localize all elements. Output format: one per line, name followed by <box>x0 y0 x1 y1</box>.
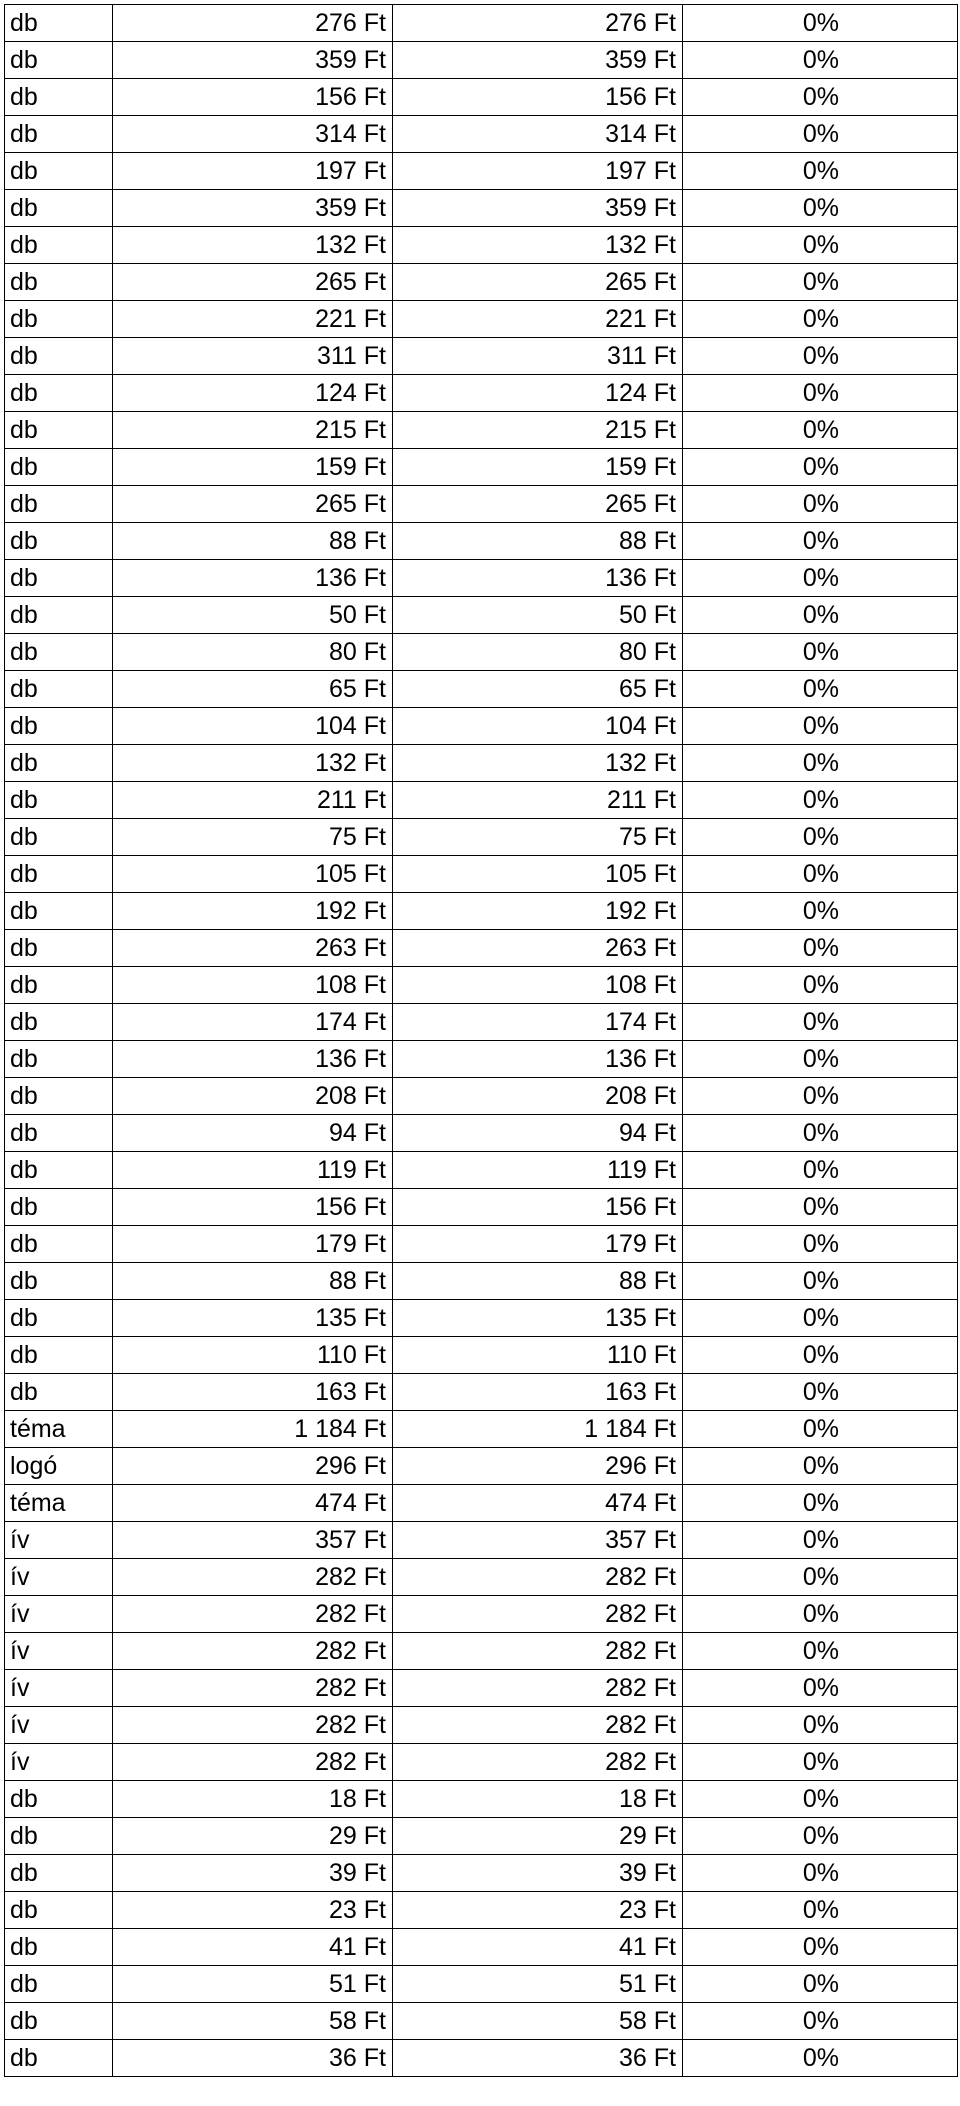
total-price-cell: 88 Ft <box>393 1263 683 1300</box>
table-row <box>5 1152 958 1189</box>
total-price-cell: 65 Ft <box>393 671 683 708</box>
discount-percent-cell: 0% <box>683 1929 958 1966</box>
discount-percent-cell: 0% <box>683 819 958 856</box>
discount-percent-cell: 0% <box>683 523 958 560</box>
unit-cell: db <box>5 1892 113 1929</box>
table-row <box>5 745 958 782</box>
total-price-cell: 159 Ft <box>393 449 683 486</box>
discount-percent-cell: 0% <box>683 1744 958 1781</box>
table-row <box>5 1596 958 1633</box>
unit-price-cell: 136 Ft <box>113 1041 393 1078</box>
unit-price-cell: 88 Ft <box>113 523 393 560</box>
total-price-cell: 50 Ft <box>393 597 683 634</box>
total-price-cell: 282 Ft <box>393 1559 683 1596</box>
unit-cell: db <box>5 930 113 967</box>
table-row <box>5 1929 958 1966</box>
table-row <box>5 338 958 375</box>
unit-cell: téma <box>5 1411 113 1448</box>
table-row <box>5 1041 958 1078</box>
unit-price-cell: 39 Ft <box>113 1855 393 1892</box>
discount-percent-cell: 0% <box>683 1448 958 1485</box>
unit-cell: db <box>5 2040 113 2077</box>
unit-price-cell: 135 Ft <box>113 1300 393 1337</box>
table-row <box>5 560 958 597</box>
unit-cell: db <box>5 301 113 338</box>
table-row <box>5 153 958 190</box>
table-row <box>5 1448 958 1485</box>
total-price-cell: 88 Ft <box>393 523 683 560</box>
discount-percent-cell: 0% <box>683 486 958 523</box>
unit-price-cell: 80 Ft <box>113 634 393 671</box>
unit-cell: db <box>5 1855 113 1892</box>
unit-price-cell: 208 Ft <box>113 1078 393 1115</box>
table-row <box>5 1633 958 1670</box>
unit-price-cell: 282 Ft <box>113 1707 393 1744</box>
table-row <box>5 1078 958 1115</box>
table-row <box>5 523 958 560</box>
table-row <box>5 1670 958 1707</box>
unit-cell: db <box>5 1152 113 1189</box>
total-price-cell: 105 Ft <box>393 856 683 893</box>
unit-price-cell: 156 Ft <box>113 79 393 116</box>
table-row <box>5 1115 958 1152</box>
discount-percent-cell: 0% <box>683 1152 958 1189</box>
discount-percent-cell: 0% <box>683 1337 958 1374</box>
discount-percent-cell: 0% <box>683 893 958 930</box>
unit-price-cell: 221 Ft <box>113 301 393 338</box>
total-price-cell: 197 Ft <box>393 153 683 190</box>
total-price-cell: 359 Ft <box>393 42 683 79</box>
unit-cell: db <box>5 1818 113 1855</box>
unit-price-cell: 282 Ft <box>113 1670 393 1707</box>
total-price-cell: 215 Ft <box>393 412 683 449</box>
discount-percent-cell: 0% <box>683 967 958 1004</box>
total-price-cell: 94 Ft <box>393 1115 683 1152</box>
unit-cell: ív <box>5 1596 113 1633</box>
table-row <box>5 1707 958 1744</box>
table-row <box>5 42 958 79</box>
total-price-cell: 211 Ft <box>393 782 683 819</box>
discount-percent-cell: 0% <box>683 264 958 301</box>
discount-percent-cell: 0% <box>683 1411 958 1448</box>
total-price-cell: 51 Ft <box>393 1966 683 2003</box>
unit-cell: db <box>5 1781 113 1818</box>
unit-cell: db <box>5 1263 113 1300</box>
unit-price-cell: 314 Ft <box>113 116 393 153</box>
unit-price-cell: 65 Ft <box>113 671 393 708</box>
unit-price-cell: 265 Ft <box>113 264 393 301</box>
table-row <box>5 856 958 893</box>
total-price-cell: 156 Ft <box>393 1189 683 1226</box>
total-price-cell: 174 Ft <box>393 1004 683 1041</box>
discount-percent-cell: 0% <box>683 190 958 227</box>
discount-percent-cell: 0% <box>683 930 958 967</box>
table-row <box>5 1559 958 1596</box>
total-price-cell: 36 Ft <box>393 2040 683 2077</box>
table-row <box>5 190 958 227</box>
unit-cell: db <box>5 79 113 116</box>
total-price-cell: 265 Ft <box>393 486 683 523</box>
total-price-cell: 124 Ft <box>393 375 683 412</box>
discount-percent-cell: 0% <box>683 2003 958 2040</box>
discount-percent-cell: 0% <box>683 116 958 153</box>
unit-cell: db <box>5 893 113 930</box>
discount-percent-cell: 0% <box>683 745 958 782</box>
table-row <box>5 1744 958 1781</box>
table-row <box>5 708 958 745</box>
unit-cell: db <box>5 264 113 301</box>
discount-percent-cell: 0% <box>683 1226 958 1263</box>
unit-cell: db <box>5 1078 113 1115</box>
unit-cell: db <box>5 1189 113 1226</box>
total-price-cell: 314 Ft <box>393 116 683 153</box>
unit-cell: db <box>5 5 113 42</box>
unit-cell: téma <box>5 1485 113 1522</box>
unit-cell: db <box>5 449 113 486</box>
unit-price-cell: 41 Ft <box>113 1929 393 1966</box>
unit-cell: db <box>5 560 113 597</box>
total-price-cell: 132 Ft <box>393 227 683 264</box>
unit-price-cell: 132 Ft <box>113 745 393 782</box>
unit-cell: db <box>5 634 113 671</box>
unit-price-cell: 23 Ft <box>113 1892 393 1929</box>
total-price-cell: 1 184 Ft <box>393 1411 683 1448</box>
unit-cell: db <box>5 708 113 745</box>
unit-price-cell: 357 Ft <box>113 1522 393 1559</box>
unit-price-cell: 159 Ft <box>113 449 393 486</box>
unit-price-cell: 211 Ft <box>113 782 393 819</box>
discount-percent-cell: 0% <box>683 634 958 671</box>
table-row <box>5 930 958 967</box>
unit-cell: db <box>5 190 113 227</box>
discount-percent-cell: 0% <box>683 1707 958 1744</box>
unit-price-cell: 174 Ft <box>113 1004 393 1041</box>
unit-price-cell: 94 Ft <box>113 1115 393 1152</box>
total-price-cell: 208 Ft <box>393 1078 683 1115</box>
table-row <box>5 449 958 486</box>
discount-percent-cell: 0% <box>683 1263 958 1300</box>
total-price-cell: 23 Ft <box>393 1892 683 1929</box>
table-row <box>5 486 958 523</box>
table-row <box>5 301 958 338</box>
total-price-cell: 119 Ft <box>393 1152 683 1189</box>
unit-price-cell: 282 Ft <box>113 1596 393 1633</box>
unit-price-cell: 474 Ft <box>113 1485 393 1522</box>
total-price-cell: 132 Ft <box>393 745 683 782</box>
price-table-body <box>5 5 958 2077</box>
unit-price-cell: 29 Ft <box>113 1818 393 1855</box>
discount-percent-cell: 0% <box>683 153 958 190</box>
discount-percent-cell: 0% <box>683 449 958 486</box>
table-row <box>5 1522 958 1559</box>
table-row <box>5 1337 958 1374</box>
total-price-cell: 474 Ft <box>393 1485 683 1522</box>
total-price-cell: 18 Ft <box>393 1781 683 1818</box>
unit-cell: db <box>5 412 113 449</box>
unit-cell: db <box>5 1966 113 2003</box>
table-row <box>5 1411 958 1448</box>
total-price-cell: 156 Ft <box>393 79 683 116</box>
table-row <box>5 671 958 708</box>
unit-cell: db <box>5 2003 113 2040</box>
unit-price-cell: 51 Ft <box>113 1966 393 2003</box>
total-price-cell: 75 Ft <box>393 819 683 856</box>
table-row <box>5 597 958 634</box>
table-row <box>5 227 958 264</box>
table-row <box>5 1966 958 2003</box>
unit-price-cell: 75 Ft <box>113 819 393 856</box>
unit-price-cell: 282 Ft <box>113 1633 393 1670</box>
discount-percent-cell: 0% <box>683 42 958 79</box>
total-price-cell: 282 Ft <box>393 1633 683 1670</box>
unit-cell: db <box>5 1226 113 1263</box>
unit-cell: ív <box>5 1633 113 1670</box>
discount-percent-cell: 0% <box>683 856 958 893</box>
discount-percent-cell: 0% <box>683 1966 958 2003</box>
unit-cell: ív <box>5 1522 113 1559</box>
table-row <box>5 782 958 819</box>
table-row <box>5 1892 958 1929</box>
discount-percent-cell: 0% <box>683 597 958 634</box>
table-row <box>5 375 958 412</box>
unit-cell: db <box>5 116 113 153</box>
unit-price-cell: 132 Ft <box>113 227 393 264</box>
unit-cell: db <box>5 745 113 782</box>
discount-percent-cell: 0% <box>683 1781 958 1818</box>
unit-price-cell: 105 Ft <box>113 856 393 893</box>
discount-percent-cell: 0% <box>683 227 958 264</box>
total-price-cell: 108 Ft <box>393 967 683 1004</box>
unit-price-cell: 58 Ft <box>113 2003 393 2040</box>
discount-percent-cell: 0% <box>683 1633 958 1670</box>
total-price-cell: 80 Ft <box>393 634 683 671</box>
unit-cell: logó <box>5 1448 113 1485</box>
total-price-cell: 136 Ft <box>393 560 683 597</box>
unit-cell: db <box>5 153 113 190</box>
unit-cell: db <box>5 819 113 856</box>
unit-price-cell: 282 Ft <box>113 1559 393 1596</box>
total-price-cell: 282 Ft <box>393 1744 683 1781</box>
unit-cell: db <box>5 375 113 412</box>
table-row <box>5 5 958 42</box>
table-row <box>5 1485 958 1522</box>
unit-cell: db <box>5 1115 113 1152</box>
total-price-cell: 41 Ft <box>393 1929 683 1966</box>
unit-price-cell: 215 Ft <box>113 412 393 449</box>
unit-price-cell: 50 Ft <box>113 597 393 634</box>
discount-percent-cell: 0% <box>683 1041 958 1078</box>
total-price-cell: 359 Ft <box>393 190 683 227</box>
unit-cell: db <box>5 597 113 634</box>
unit-cell: db <box>5 671 113 708</box>
discount-percent-cell: 0% <box>683 560 958 597</box>
total-price-cell: 58 Ft <box>393 2003 683 2040</box>
unit-price-cell: 18 Ft <box>113 1781 393 1818</box>
total-price-cell: 311 Ft <box>393 338 683 375</box>
table-row <box>5 967 958 1004</box>
total-price-cell: 110 Ft <box>393 1337 683 1374</box>
discount-percent-cell: 0% <box>683 1892 958 1929</box>
unit-cell: db <box>5 1041 113 1078</box>
total-price-cell: 104 Ft <box>393 708 683 745</box>
unit-cell: db <box>5 967 113 1004</box>
unit-price-cell: 192 Ft <box>113 893 393 930</box>
unit-price-cell: 263 Ft <box>113 930 393 967</box>
table-row <box>5 634 958 671</box>
total-price-cell: 282 Ft <box>393 1596 683 1633</box>
table-row <box>5 79 958 116</box>
total-price-cell: 221 Ft <box>393 301 683 338</box>
discount-percent-cell: 0% <box>683 1374 958 1411</box>
total-price-cell: 263 Ft <box>393 930 683 967</box>
discount-percent-cell: 0% <box>683 1596 958 1633</box>
unit-price-cell: 156 Ft <box>113 1189 393 1226</box>
table-row <box>5 1855 958 1892</box>
unit-price-cell: 282 Ft <box>113 1744 393 1781</box>
total-price-cell: 282 Ft <box>393 1707 683 1744</box>
total-price-cell: 296 Ft <box>393 1448 683 1485</box>
discount-percent-cell: 0% <box>683 79 958 116</box>
unit-price-cell: 296 Ft <box>113 1448 393 1485</box>
unit-price-cell: 110 Ft <box>113 1337 393 1374</box>
unit-cell: db <box>5 1004 113 1041</box>
table-row <box>5 1818 958 1855</box>
discount-percent-cell: 0% <box>683 708 958 745</box>
unit-price-cell: 265 Ft <box>113 486 393 523</box>
table-row <box>5 412 958 449</box>
total-price-cell: 135 Ft <box>393 1300 683 1337</box>
unit-cell: db <box>5 523 113 560</box>
discount-percent-cell: 0% <box>683 375 958 412</box>
unit-price-cell: 359 Ft <box>113 42 393 79</box>
unit-price-cell: 108 Ft <box>113 967 393 1004</box>
unit-price-cell: 311 Ft <box>113 338 393 375</box>
unit-price-cell: 119 Ft <box>113 1152 393 1189</box>
discount-percent-cell: 0% <box>683 1485 958 1522</box>
table-row <box>5 819 958 856</box>
discount-percent-cell: 0% <box>683 1522 958 1559</box>
unit-cell: ív <box>5 1670 113 1707</box>
table-row <box>5 1226 958 1263</box>
unit-price-cell: 1 184 Ft <box>113 1411 393 1448</box>
unit-price-cell: 88 Ft <box>113 1263 393 1300</box>
table-row <box>5 1374 958 1411</box>
discount-percent-cell: 0% <box>683 1189 958 1226</box>
unit-price-cell: 36 Ft <box>113 2040 393 2077</box>
unit-price-cell: 124 Ft <box>113 375 393 412</box>
table-row <box>5 1263 958 1300</box>
total-price-cell: 29 Ft <box>393 1818 683 1855</box>
total-price-cell: 136 Ft <box>393 1041 683 1078</box>
discount-percent-cell: 0% <box>683 671 958 708</box>
unit-cell: db <box>5 1929 113 1966</box>
discount-percent-cell: 0% <box>683 1078 958 1115</box>
discount-percent-cell: 0% <box>683 2040 958 2077</box>
unit-price-cell: 359 Ft <box>113 190 393 227</box>
total-price-cell: 265 Ft <box>393 264 683 301</box>
unit-price-cell: 197 Ft <box>113 153 393 190</box>
discount-percent-cell: 0% <box>683 1818 958 1855</box>
unit-price-cell: 179 Ft <box>113 1226 393 1263</box>
table-row <box>5 1004 958 1041</box>
discount-percent-cell: 0% <box>683 1300 958 1337</box>
table-row <box>5 2040 958 2077</box>
table-row <box>5 893 958 930</box>
table-row <box>5 116 958 153</box>
unit-cell: db <box>5 42 113 79</box>
total-price-cell: 163 Ft <box>393 1374 683 1411</box>
discount-percent-cell: 0% <box>683 1559 958 1596</box>
price-table <box>4 4 958 2077</box>
unit-price-cell: 136 Ft <box>113 560 393 597</box>
discount-percent-cell: 0% <box>683 1115 958 1152</box>
unit-cell: db <box>5 1374 113 1411</box>
unit-cell: ív <box>5 1744 113 1781</box>
total-price-cell: 276 Ft <box>393 5 683 42</box>
total-price-cell: 357 Ft <box>393 1522 683 1559</box>
discount-percent-cell: 0% <box>683 782 958 819</box>
unit-cell: db <box>5 227 113 264</box>
unit-cell: db <box>5 486 113 523</box>
discount-percent-cell: 0% <box>683 338 958 375</box>
discount-percent-cell: 0% <box>683 1004 958 1041</box>
unit-cell: db <box>5 338 113 375</box>
unit-cell: ív <box>5 1559 113 1596</box>
discount-percent-cell: 0% <box>683 5 958 42</box>
unit-price-cell: 104 Ft <box>113 708 393 745</box>
table-row <box>5 264 958 301</box>
table-row <box>5 1781 958 1818</box>
total-price-cell: 282 Ft <box>393 1670 683 1707</box>
unit-cell: db <box>5 782 113 819</box>
total-price-cell: 192 Ft <box>393 893 683 930</box>
total-price-cell: 39 Ft <box>393 1855 683 1892</box>
table-row <box>5 1189 958 1226</box>
unit-cell: ív <box>5 1707 113 1744</box>
unit-cell: db <box>5 1337 113 1374</box>
unit-cell: db <box>5 1300 113 1337</box>
total-price-cell: 179 Ft <box>393 1226 683 1263</box>
unit-cell: db <box>5 856 113 893</box>
discount-percent-cell: 0% <box>683 301 958 338</box>
discount-percent-cell: 0% <box>683 412 958 449</box>
table-row <box>5 1300 958 1337</box>
table-row <box>5 2003 958 2040</box>
unit-price-cell: 163 Ft <box>113 1374 393 1411</box>
discount-percent-cell: 0% <box>683 1855 958 1892</box>
discount-percent-cell: 0% <box>683 1670 958 1707</box>
unit-price-cell: 276 Ft <box>113 5 393 42</box>
